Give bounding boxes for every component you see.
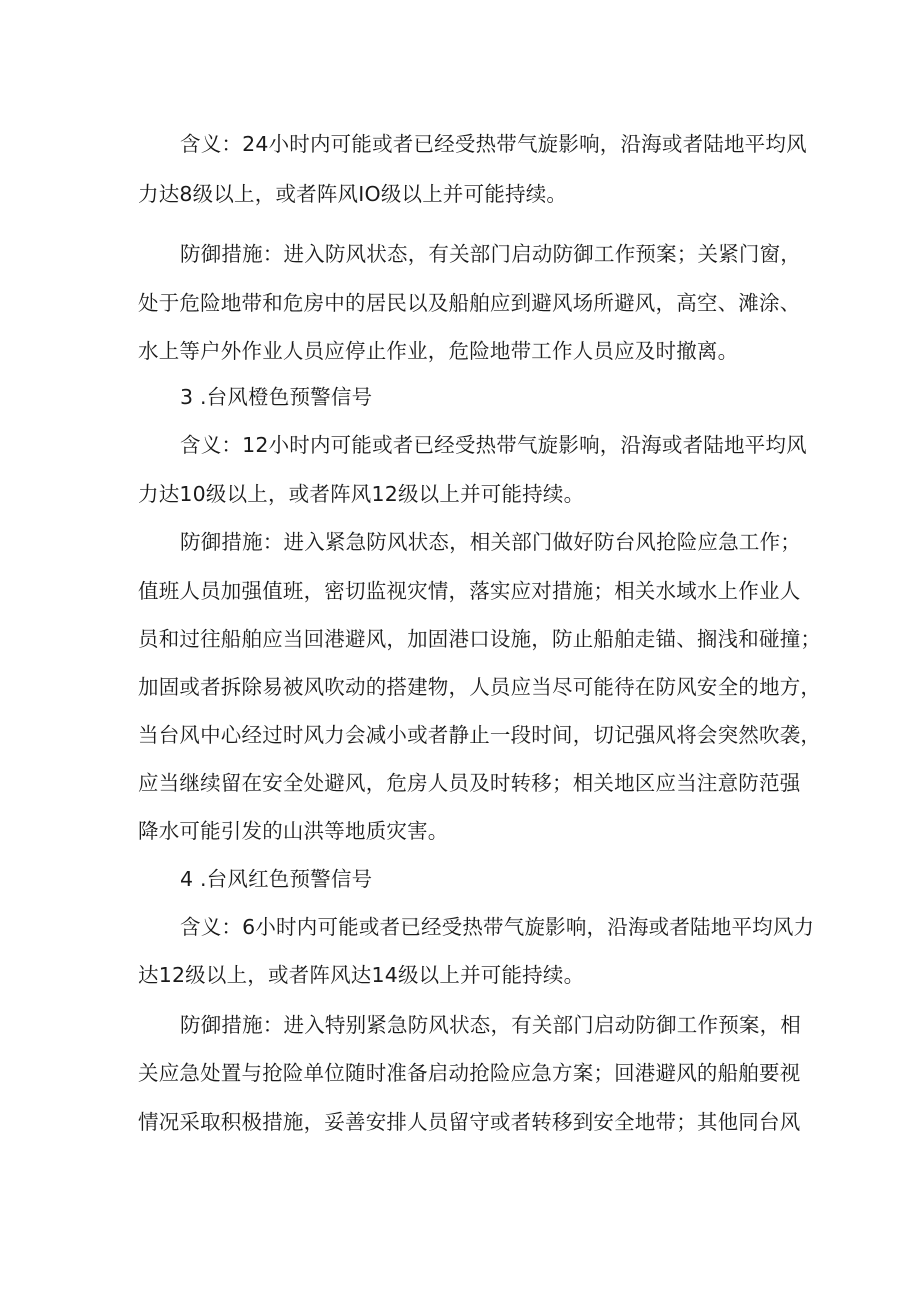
text-line: 降水可能引发的山洪等地质灾害。 xyxy=(138,819,449,843)
text-line: 当台风中心经过时风力会减小或者静止一段时间，切记强风将会突然吹袭， xyxy=(138,723,822,747)
text-line: 力达8级以上，或者阵风IO级以上并可能持续。 xyxy=(138,182,568,206)
text-line: 力达10级以上，或者阵风12级以上并可能持续。 xyxy=(138,482,585,506)
text-line: 含义：12小时内可能或者已经受热带气旋影响，沿海或者陆地平均风 xyxy=(180,433,807,457)
text-line: 处于危险地带和危房中的居民以及船舶应到避风场所避风，高空、滩涂、 xyxy=(138,291,801,315)
text-line: 含义：6小时内可能或者已经受热带气旋影响，沿海或者陆地平均风力 xyxy=(180,915,815,939)
text-line: 应当继续留在安全处避风，危房人员及时转移；相关地区应当注意防范强 xyxy=(138,771,801,795)
text-line: 员和过往船舶应当回港避风，加固港口设施，防止船舶走锚、搁浅和碰撞； xyxy=(138,627,822,651)
section-heading: 4 .台风红色预警信号 xyxy=(180,867,373,891)
text-line: 情况采取积极措施，妥善安排人员留守或者转移到安全地带；其他同台风 xyxy=(138,1110,801,1134)
text-line: 达12级以上，或者阵风达14级以上并可能持续。 xyxy=(138,963,585,987)
text-line: 防御措施：进入防风状态，有关部门启动防御工作预案；关紧门窗， xyxy=(180,242,801,266)
text-line: 关应急处置与抢险单位随时准备启动抢险应急方案；回港避风的船舶要视 xyxy=(138,1061,801,1085)
text-line: 含义：24小时内可能或者已经受热带气旋影响，沿海或者陆地平均风 xyxy=(180,132,807,156)
text-line: 值班人员加强值班，密切监视灾情，落实应对措施；相关水域水上作业人 xyxy=(138,579,801,603)
section-heading: 3 .台风橙色预警信号 xyxy=(180,385,373,409)
text-line: 加固或者拆除易被风吹动的搭建物，人员应当尽可能待在防风安全的地方， xyxy=(138,675,822,699)
text-line: 防御措施：进入紧急防风状态，相关部门做好防台风抢险应急工作； xyxy=(180,530,801,554)
text-line: 防御措施：进入特别紧急防风状态，有关部门启动防御工作预案，相 xyxy=(180,1013,801,1037)
text-line: 水上等户外作业人员应停止作业，危险地带工作人员应及时撤离。 xyxy=(138,339,739,363)
